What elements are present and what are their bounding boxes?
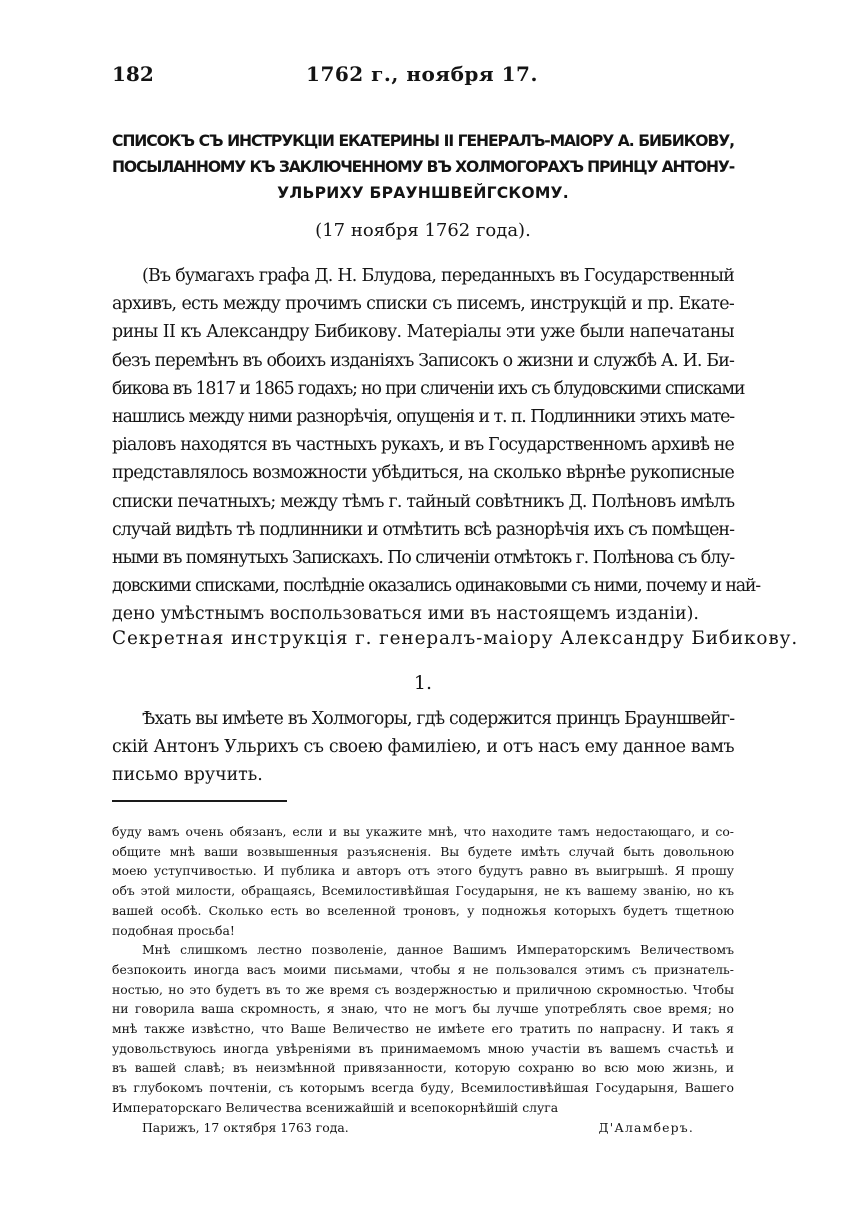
instruction-line: скій Антонъ Ульрихъ съ своею фамиліею, и отъ насъ ему данное вамъ (112, 737, 735, 757)
instruction-line: Ѣхать вы имѣете въ Холмогоры, гдѣ содержится принцъ Брауншвейг- (142, 709, 735, 729)
footnote-line: Императорскаго Величества всенижайшій и всепокорнѣйшій слуга (112, 1099, 559, 1115)
footnote-line: объ этой милости, обращаясь, Всемилостивѣйшая Государыня, не къ вашему званію, но къ (112, 883, 734, 899)
intro-line: бикова въ 1817 и 1865 годахъ; но при сличеніи ихъ съ блудовскими списками (112, 378, 745, 399)
footnote-line: подобная просьба! (112, 922, 235, 938)
letter-signature: Д'Аламберъ. (598, 1119, 694, 1135)
title-line: СПИСОКЪ СЪ ИНСТРУКЦІИ ЕКАТЕРИНЫ II ГЕНЕРАЛЪ-МАІОРУ А. БИБИКОВУ, (112, 132, 734, 150)
intro-line: (Въ бумагахъ графа Д. Н. Блудова, переданныхъ въ Государственный (142, 266, 734, 286)
footnote-line: мнѣ также извѣстно, что Ваше Величество не имѣете его тратить по напрасну. И такъ я (112, 1021, 734, 1037)
footnote-line: ни говорила ваша скромность, я знаю, что не могъ бы лучше употреблять свое время; но (112, 1001, 734, 1017)
intro-line: ными въ помянутыхъ Запискахъ. По сличеніи отмѣтокъ г. Полѣнова съ блу- (112, 548, 734, 569)
footnote-line: Мнѣ слишкомъ лестно позволеніе, данное Вашимъ Императорскимъ Величествомъ (142, 942, 734, 958)
page-number: 182 (112, 62, 154, 86)
running-head: 1762 г., ноября 17. (306, 62, 538, 86)
letter-place-date: Парижъ, 17 октября 1763 года. (142, 1119, 349, 1135)
title-line: ПОСЫЛАННОМУ КЪ ЗАКЛЮЧЕННОМУ ВЪ ХОЛМОГОРАХЪ ПРИНЦУ АНТОНУ- (112, 158, 735, 176)
footnote-signoff (112, 1118, 734, 1138)
intro-line: ріаловъ находятся въ частныхъ рукахъ, и въ Государственномъ архивѣ не (112, 435, 734, 456)
title-line: УЛЬРИХУ БРАУНШВЕЙГСКОМУ. (277, 184, 569, 202)
footnote-line: вашей особѣ. Сколько есть во вселенной троновъ, у подножья которыхъ будетъ тщетною (112, 902, 734, 918)
instruction-paragraph (112, 705, 734, 789)
intro-line: случай видѣть тѣ подлинники и отмѣтить всѣ разнорѣчія ихъ съ помѣщен- (112, 519, 734, 540)
intro-line: дено умѣстнымъ воспользоваться ими въ настоящемъ изданіи). (112, 604, 699, 625)
document-title (112, 128, 734, 206)
intro-line: представлялось возможности убѣдиться, на сколько вѣрнѣе рукописные (112, 463, 734, 484)
section-heading: Секретная инструкція г. генералъ-маіору Александру Бибикову. (112, 628, 799, 649)
footnote-line: удовольствуюсь иногда увѣреніями въ принимаемомъ мною участіи въ вашемъ счастьѣ и (112, 1040, 734, 1056)
page-header (112, 62, 732, 92)
intro-line: архивъ, есть между прочимъ списки съ писемъ, инструкцій и пр. Екате- (112, 294, 734, 315)
footnote-line: буду вамъ очень обязанъ, если и вы укажите мнѣ, что находите тамъ недостающаго, и со- (112, 824, 734, 839)
footnote-line: моею уступчивостью. И публика и авторъ отъ этого будутъ равно въ выигрышѣ. Я прошу (112, 863, 734, 879)
instruction-line: письмо вручить. (112, 765, 263, 785)
footnote (112, 822, 734, 1138)
footnote-line: ностью, но это будетъ въ то же время съ воздержностью и приличною скромностью. Чтобы (112, 981, 734, 997)
intro-line: рины II къ Александру Бибикову. Матеріалы эти уже были напечатаны (112, 322, 734, 343)
section-number: 1. (413, 672, 433, 694)
intro-line: безъ перемѣнъ въ обоихъ изданіяхъ Записокъ о жизни и службѣ А. И. Би- (112, 350, 734, 371)
footnote-line: безпокоить иногда васъ моими письмами, чтобы я не пользовался этимъ съ признатель- (112, 961, 734, 977)
intro-line: списки печатныхъ; между тѣмъ г. тайный совѣтникъ Д. Полѣновъ имѣлъ (112, 491, 735, 512)
intro-line: довскими списками, послѣдніе оказались одинаковыми съ ними, почему и най- (112, 576, 760, 597)
footnote-line: общите мнѣ ваши возвышенныя разъясненія. Вы будете имѣть случай быть довольною (112, 843, 734, 859)
document-date: (17 ноября 1762 года). (315, 220, 531, 241)
footnote-line: въ вашей славѣ; въ неизмѣнной привязанности, которую сохраню во всю мою жизнь, и (112, 1060, 734, 1076)
footnote-divider (112, 800, 287, 802)
intro-line: нашлись между ними разнорѣчія, опущенія и т. п. Подлинники этихъ мате- (112, 407, 734, 428)
intro-paragraph (112, 262, 760, 629)
footnote-line: въ глубокомъ почтеніи, съ которымъ всегда буду, Всемилостивѣйшая Государыня, Вашего (112, 1080, 734, 1096)
